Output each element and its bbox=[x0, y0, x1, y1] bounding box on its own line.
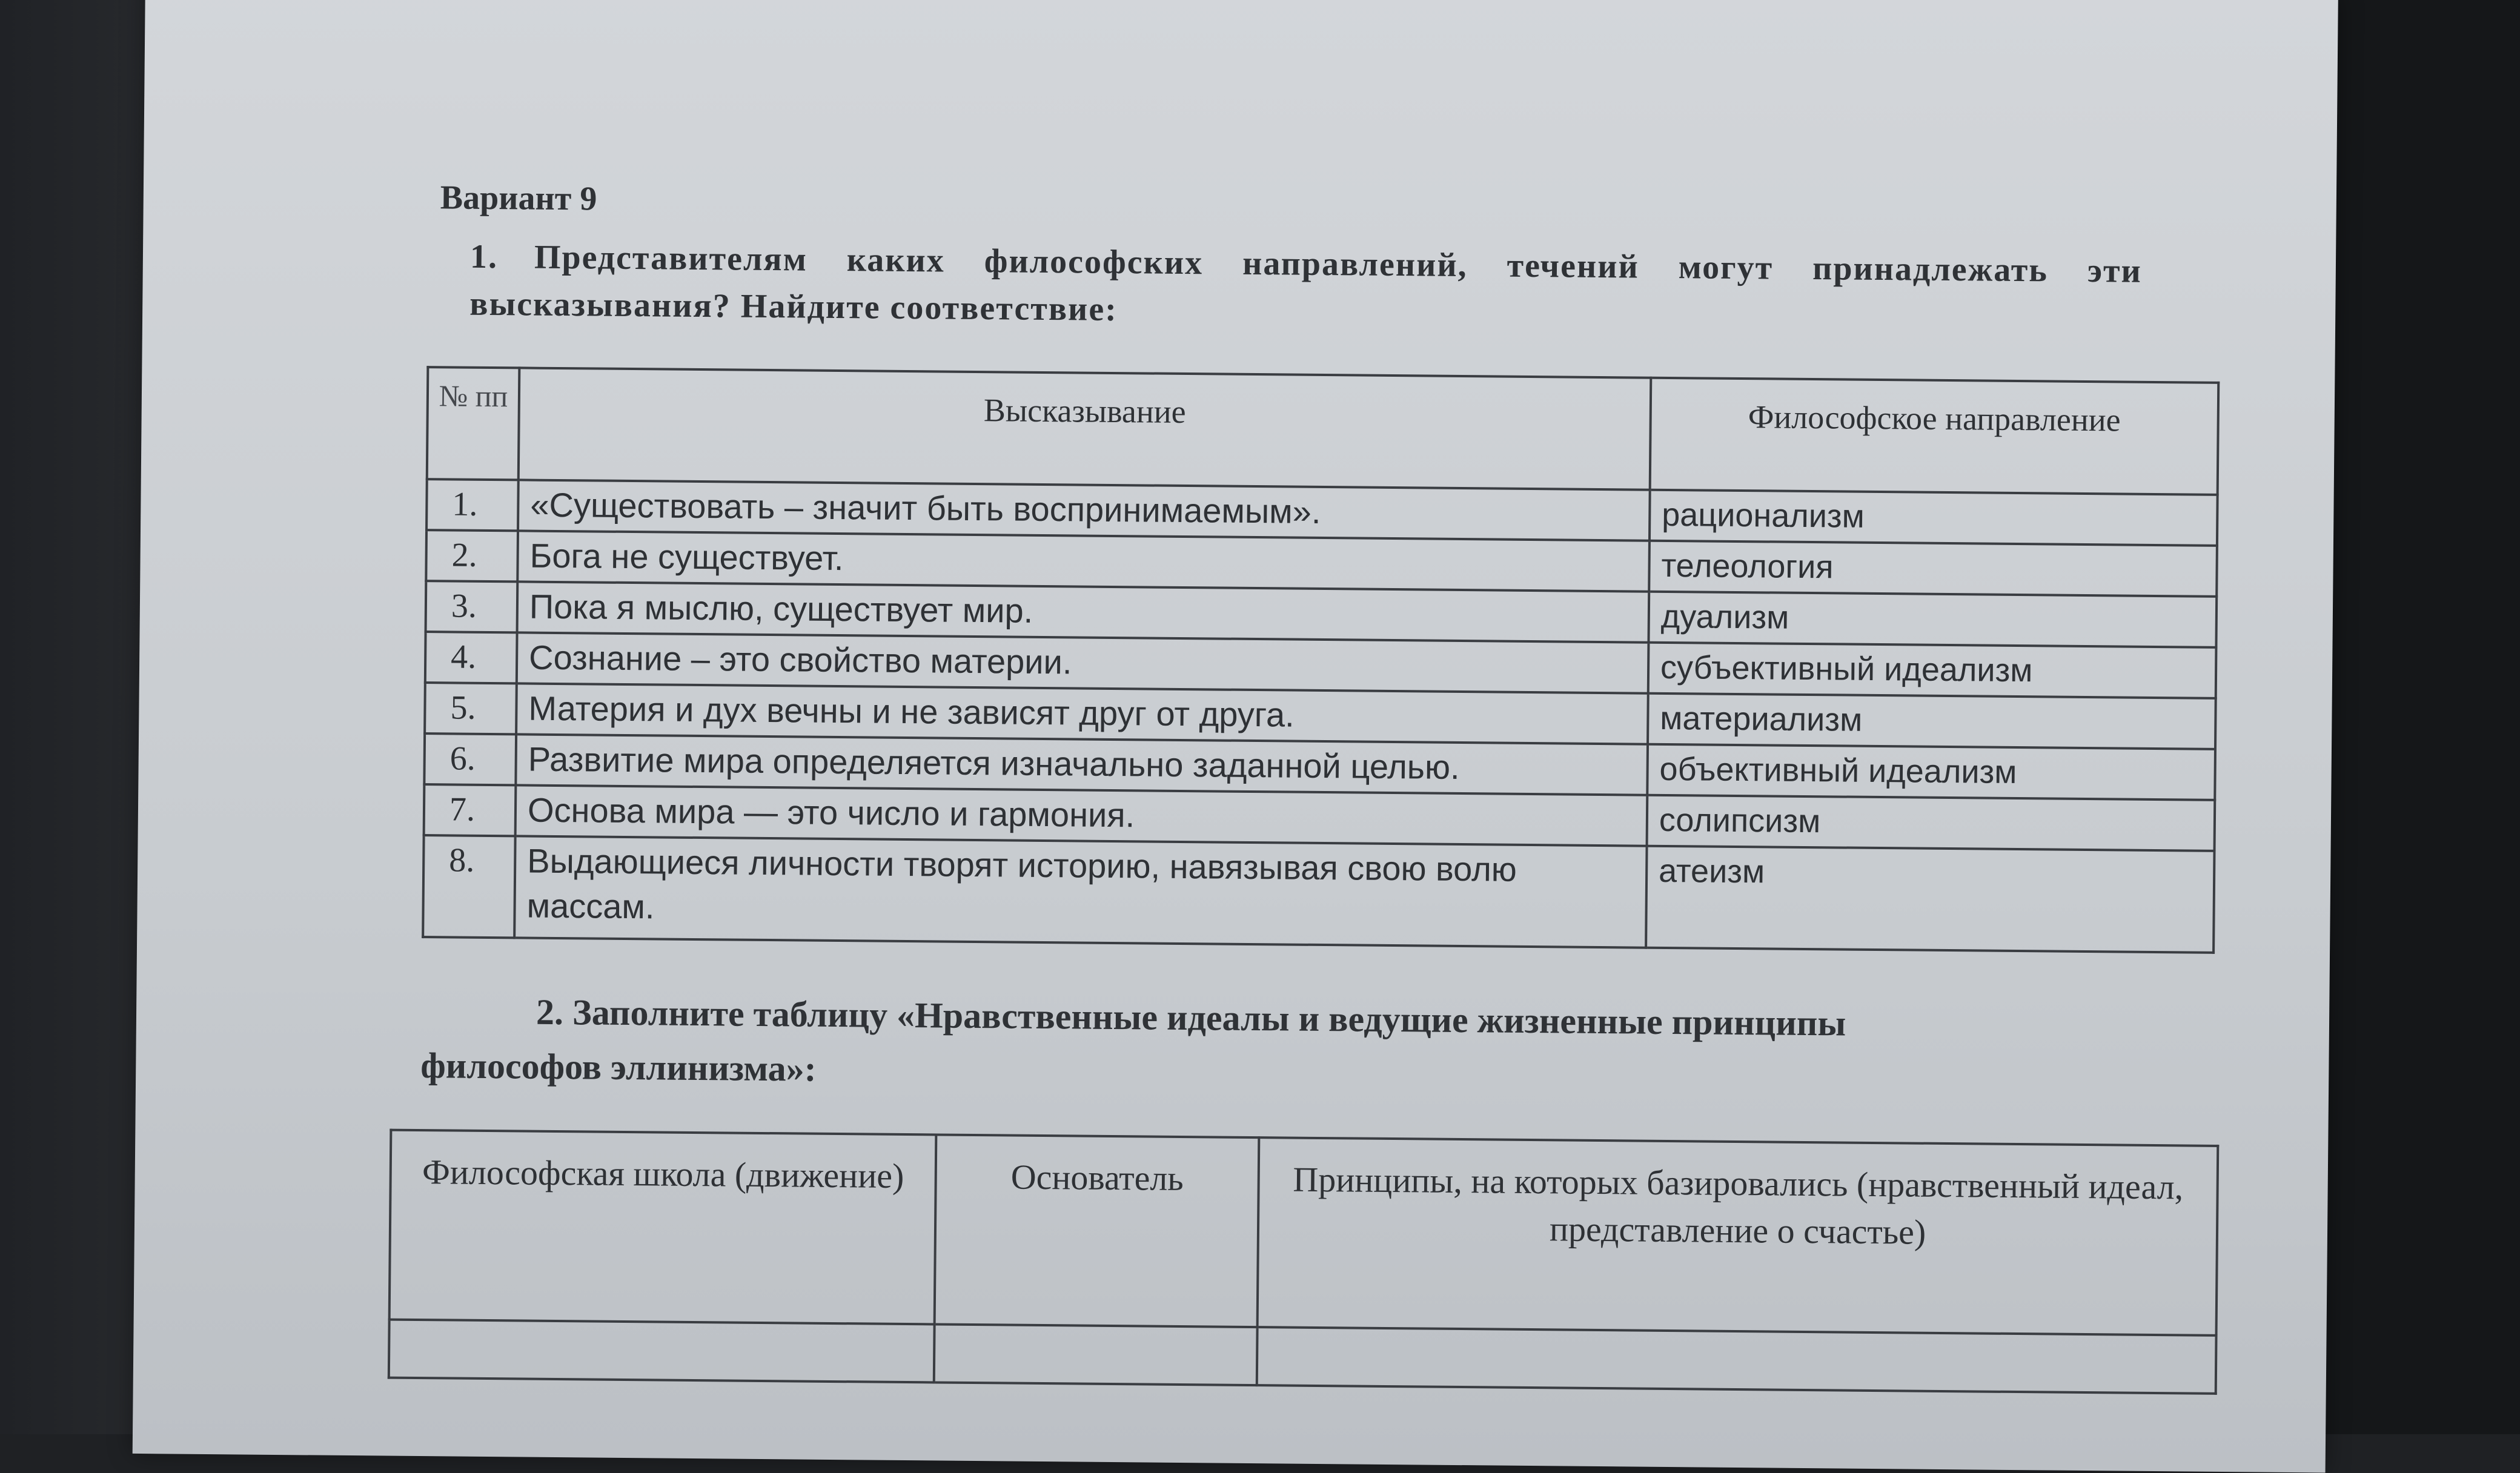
header-founder: Основатель bbox=[934, 1134, 1259, 1327]
row-direction: телеология bbox=[1649, 541, 2217, 597]
row-num: 4. bbox=[425, 632, 517, 683]
empty-cell bbox=[1257, 1327, 2217, 1394]
row-num: 8. bbox=[423, 835, 515, 938]
header-statement: Высказывание bbox=[519, 368, 1651, 489]
row-num: 3. bbox=[426, 581, 518, 632]
row-direction: рационализм bbox=[1650, 490, 2218, 546]
row-statement: Сознание – это свойство материи. bbox=[517, 632, 1649, 693]
row-direction: атеизм bbox=[1646, 846, 2215, 953]
row-num: 7. bbox=[424, 784, 516, 836]
row-statement: Основа мира — это число и гармония. bbox=[516, 785, 1648, 846]
row-num: 5. bbox=[425, 683, 517, 734]
hellenism-header-row bbox=[390, 1130, 2218, 1336]
header-school: Философская школа (движение) bbox=[390, 1130, 937, 1325]
question-1-text: Представителям каких философских направлений, течений могут принадлежать эти высказывания? Найдите соответствие: bbox=[469, 238, 2143, 329]
empty-cell bbox=[934, 1324, 1258, 1385]
row-statement: Выдающиеся личности творят историю, навязывая свою волю массам. bbox=[514, 836, 1646, 947]
row-num: 2. bbox=[426, 530, 518, 581]
question-2 bbox=[420, 984, 2166, 1108]
header-direction: Философское направление bbox=[1650, 378, 2219, 495]
question-1-number: 1. bbox=[469, 237, 499, 276]
row-statement: «Существовать – значит быть воспринимаемым». bbox=[518, 480, 1650, 540]
hellenism-table bbox=[388, 1129, 2219, 1395]
question-1 bbox=[469, 233, 2142, 342]
header-num: № пп bbox=[427, 367, 520, 480]
row-direction: объективный идеализм bbox=[1647, 744, 2215, 800]
row-statement: Развитие мира определяется изначально заданной целью. bbox=[516, 734, 1648, 795]
row-direction: материализм bbox=[1648, 693, 2216, 749]
table-row bbox=[423, 835, 2214, 953]
statements-table bbox=[422, 366, 2220, 954]
empty-cell bbox=[389, 1320, 935, 1383]
row-direction: солипсизм bbox=[1646, 795, 2215, 851]
row-statement: Материя и дух вечны и не зависят друг от друга. bbox=[516, 683, 1648, 744]
paper-sheet bbox=[133, 0, 2338, 1472]
row-num: 1. bbox=[426, 479, 519, 531]
question-2-line-2: философов эллинизма»: bbox=[420, 1045, 817, 1089]
row-num: 6. bbox=[424, 733, 516, 785]
row-statement: Пока я мыслю, существует мир. bbox=[517, 581, 1650, 642]
variant-heading: Вариант 9 bbox=[440, 179, 597, 218]
row-statement: Бога не существует. bbox=[517, 531, 1650, 591]
row-direction: субъективный идеализм bbox=[1648, 643, 2217, 698]
row-direction: дуализм bbox=[1648, 592, 2217, 647]
question-2-line-1: 2. Заполните таблицу «Нравственные идеалы и ведущие жизненные принципы bbox=[536, 991, 1846, 1044]
table-header-row bbox=[427, 367, 2219, 495]
header-principles: Принципы, на которых базировались (нравственный идеал, представление о счастье) bbox=[1258, 1137, 2218, 1336]
